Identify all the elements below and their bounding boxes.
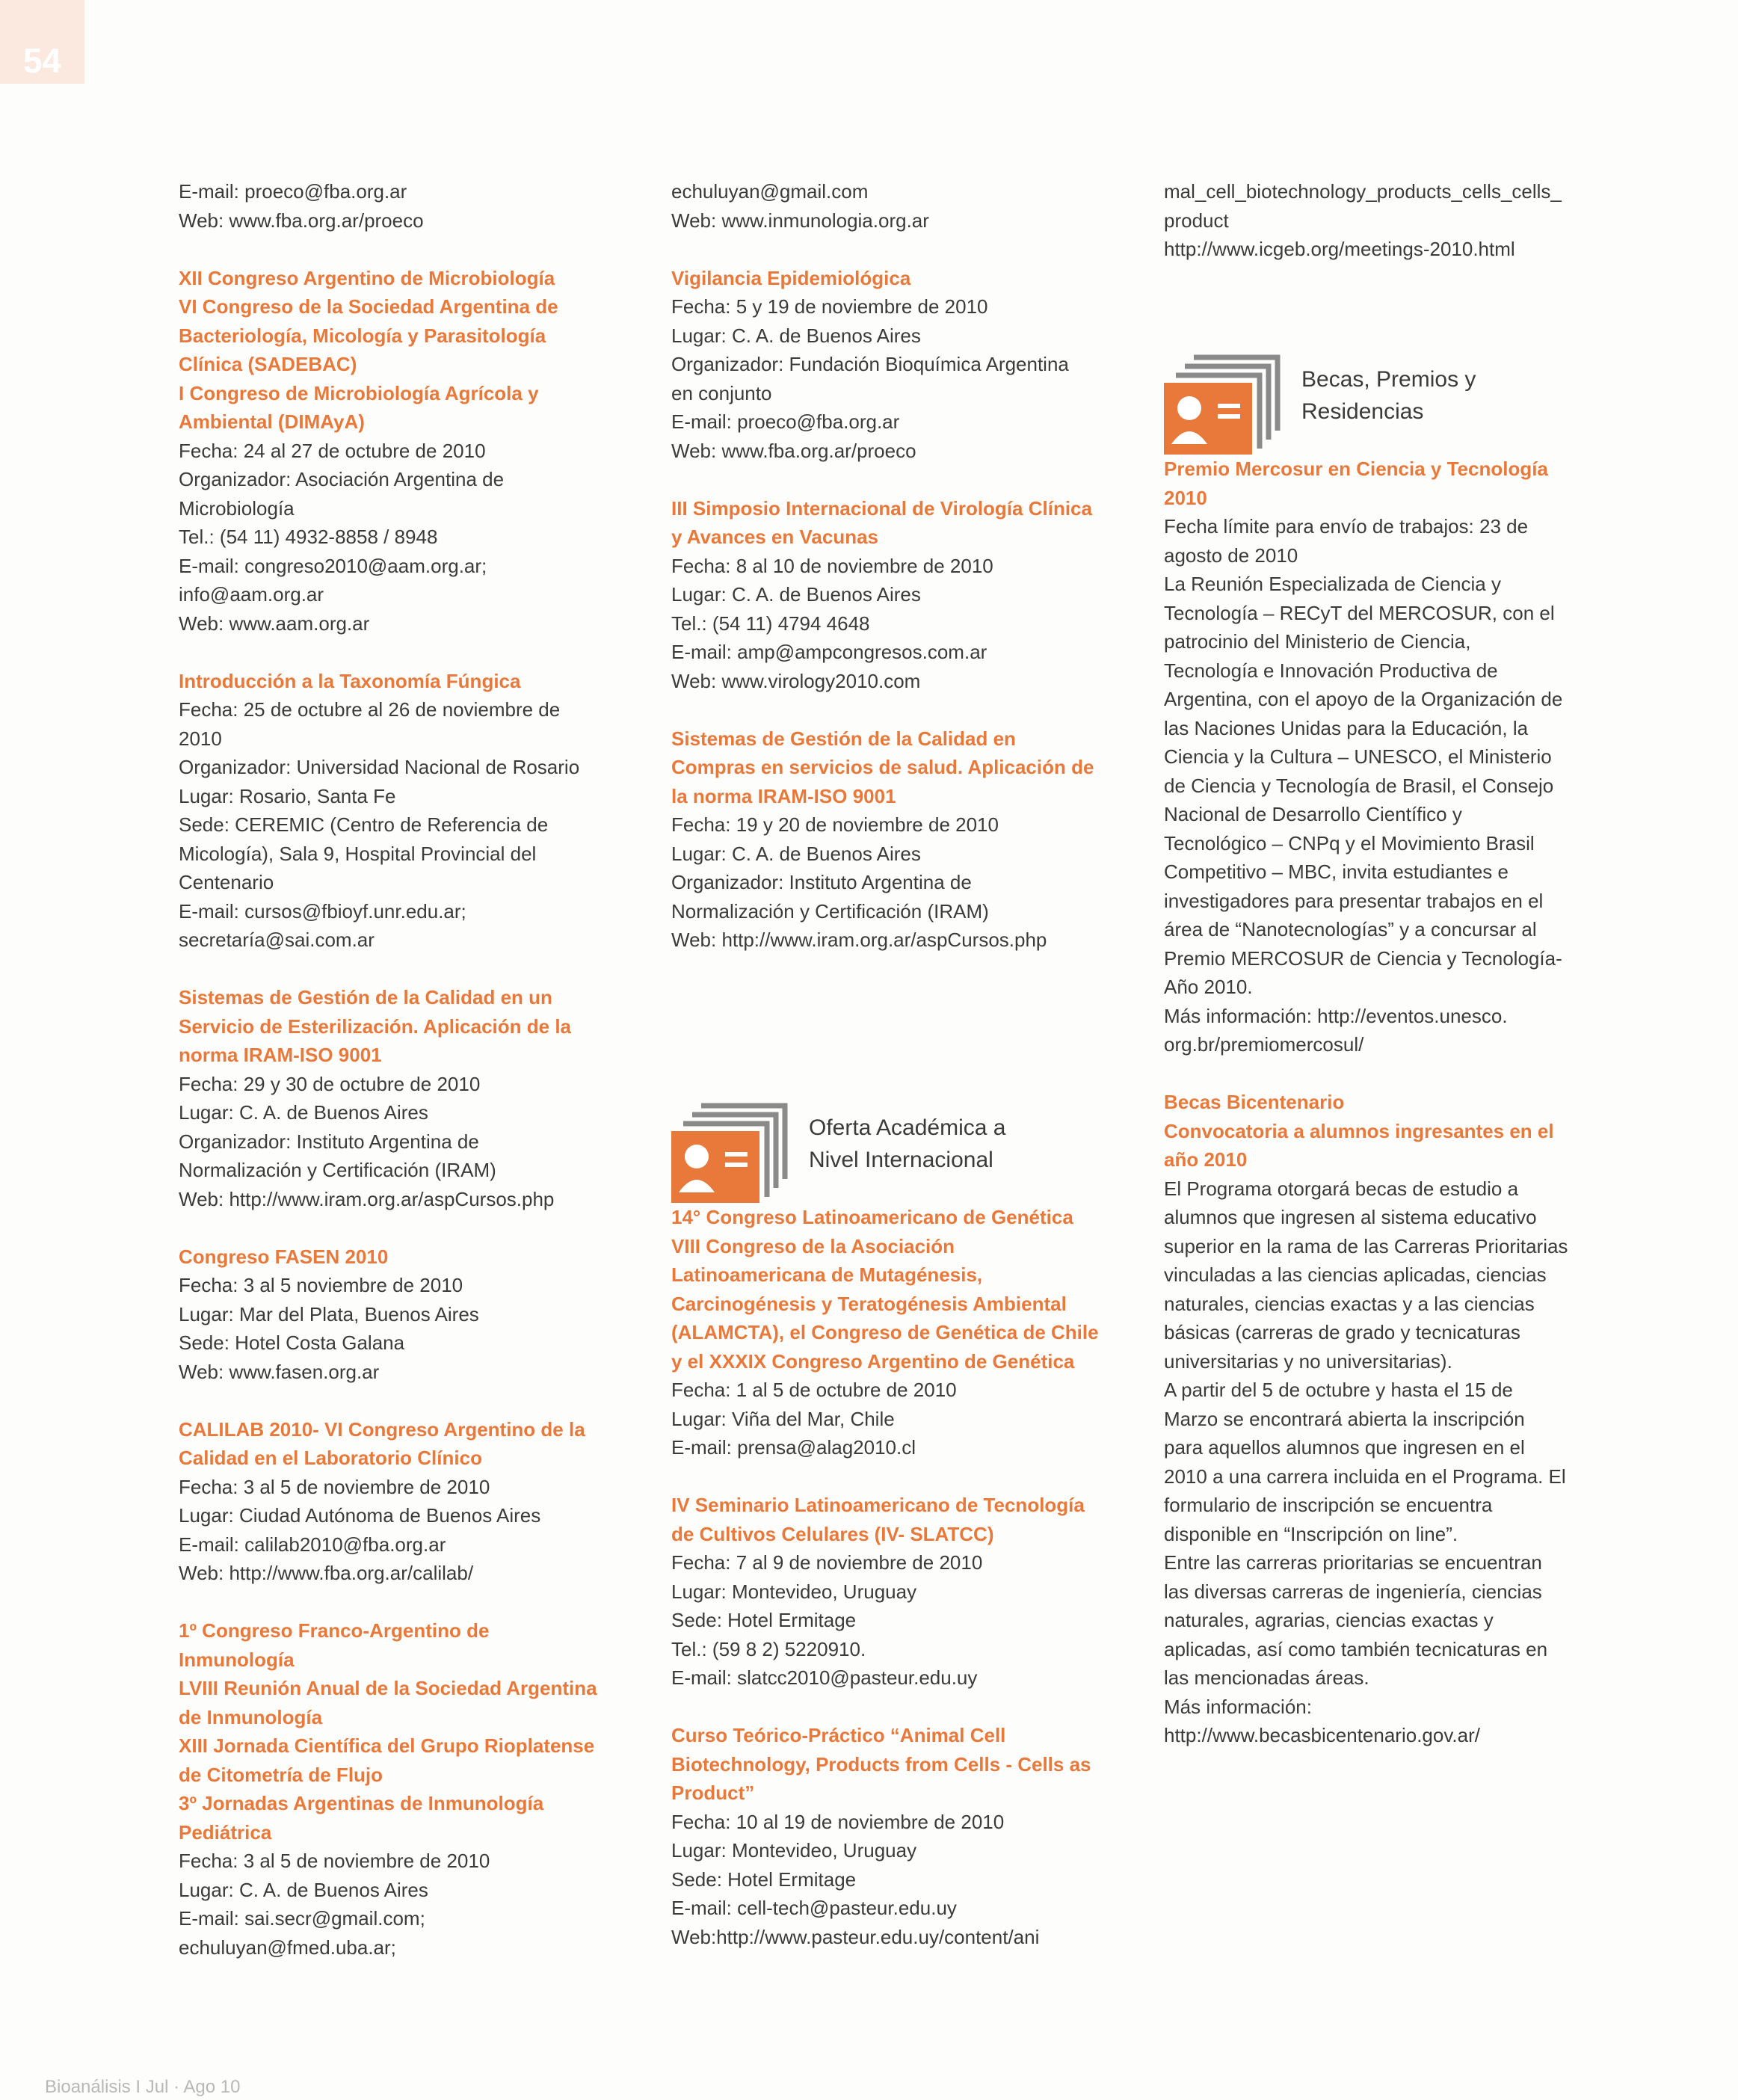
entry-text-line: org.br/premiomercosul/ — [1164, 1033, 1364, 1056]
entry-text-line: Competitivo – MBC, invita estudiantes e — [1164, 860, 1509, 883]
entry-text-line: Más información: http://eventos.unesco. — [1164, 1004, 1508, 1027]
entry-title-line: norma IRAM-ISO 9001 — [179, 1044, 382, 1066]
entry-title-line: I Congreso de Microbiología Agrícola y — [179, 381, 539, 404]
entry-text-line: para aquellos alumnos que ingresen en el — [1164, 1436, 1525, 1459]
entry-text-line: Normalización y Certificación (IRAM) — [671, 899, 989, 923]
intro-block — [671, 177, 1120, 235]
entry-text-line: Lugar: Viña del Mar, Chile — [671, 1407, 895, 1430]
entry-text-line: Centenario — [179, 871, 274, 893]
entry-text-line: Microbiología — [179, 496, 295, 520]
entry-text-line: Web: http://www.fba.org.ar/calilab/ — [179, 1562, 474, 1584]
entry-text-line: Fecha: 3 al 5 noviembre de 2010 — [179, 1274, 463, 1296]
entry-text-line: Más información: — [1164, 1695, 1312, 1718]
entry-text-line: Tel.: (59 8 2) 5220910. — [671, 1637, 866, 1660]
entry-text-line: las diversas carreras de ingeniería, ciencias — [1164, 1580, 1542, 1603]
entry-text-line: Web: http://www.iram.org.ar/aspCursos.php — [179, 1187, 555, 1210]
entry-title-line: 3º Jornadas Argentinas de Inmunología — [179, 1792, 544, 1814]
entry-text-line: naturales, agrarias, ciencias exactas y — [1164, 1609, 1494, 1631]
entry-text-line: Web: www.aam.org.ar — [179, 612, 370, 635]
entry-title-line: Curso Teórico-Práctico “Animal Cell — [671, 1724, 1006, 1746]
entry-text-line: El Programa otorgará becas de estudio a — [1164, 1177, 1519, 1200]
entry-title-line: Sistemas de Gestión de la Calidad en un — [179, 986, 552, 1009]
entries — [671, 264, 1120, 955]
entry-title-line: XII Congreso Argentino de Microbiología — [179, 266, 555, 289]
entry-text-line: Web: www.virology2010.com — [671, 669, 921, 692]
entry-text-line: formulario de inscripción se encuentra — [1164, 1494, 1493, 1516]
entry-text-line: disponible en “Inscripción on line”. — [1164, 1522, 1458, 1545]
entry-text-line: Web: www.fba.org.ar/proeco — [179, 209, 424, 232]
entry-text-line: E-mail: sai.secr@gmail.com; — [179, 1907, 425, 1930]
entry-text-line: Tecnológico – CNPq y el Movimiento Brasil — [1164, 831, 1535, 855]
entry-text-line: Ciencia y la Cultura – UNESCO, el Ministerio — [1164, 745, 1552, 768]
entry-title-line: Latinoamericana de Mutagénesis, — [671, 1263, 983, 1286]
entry-text-line: Lugar: Montevideo, Uruguay — [671, 1580, 917, 1603]
presenter-board-icon — [671, 1098, 791, 1203]
intro-block — [1164, 177, 1612, 264]
entry-text-line: Argentina, con el apoyo de la Organización de — [1164, 688, 1563, 710]
section-title-line: Oferta Académica a — [809, 1115, 1006, 1140]
event-entry — [179, 1243, 627, 1387]
entry-text-line: Sede: Hotel Ermitage — [671, 1867, 857, 1891]
entry-text-line: Tel.: (54 11) 4932-8858 / 8948 — [179, 526, 438, 548]
column-3 — [1164, 177, 1612, 1779]
entry-title-line: la norma IRAM-ISO 9001 — [671, 784, 896, 807]
entry-title-line: Sistemas de Gestión de la Calidad en — [671, 727, 1016, 750]
event-entry — [671, 494, 1120, 696]
entry-title-line: Clínica (SADEBAC) — [179, 353, 357, 375]
entry-text-line: Lugar: C. A. de Buenos Aires — [671, 583, 921, 606]
entry-text-line: agosto de 2010 — [1164, 544, 1298, 567]
entry-text-line: mal_cell_biotechnology_products_cells_cells_ — [1164, 180, 1562, 203]
event-entry — [179, 1616, 627, 1962]
entry-text-line: E-mail: slatcc2010@pasteur.edu.uy — [671, 1666, 978, 1689]
event-entry — [671, 1721, 1120, 1951]
entry-text-line: Tecnología – RECyT del MERCOSUR, con el — [1164, 601, 1555, 624]
entry-text-line: Web: www.inmunologia.org.ar — [671, 209, 929, 232]
entry-text-line: Sede: CEREMIC (Centro de Referencia de — [179, 813, 549, 836]
footer: Bioanálisis I Jul · Ago 10 — [45, 2077, 241, 2097]
entry-text-line: echuluyan@gmail.com — [671, 180, 869, 203]
entry-text-line: 2010 — [179, 727, 222, 750]
entry-title-line: IV Seminario Latinoamericano de Tecnología — [671, 1494, 1085, 1516]
section-title-line: Becas, Premios y — [1301, 367, 1476, 392]
entry-text-line: Lugar: C. A. de Buenos Aires — [179, 1101, 428, 1124]
entry-text-line: La Reunión Especializada de Ciencia y — [1164, 573, 1501, 595]
entry-title-line: CALILAB 2010- VI Congreso Argentino de la — [179, 1417, 585, 1441]
entry-title-line: Compras en servicios de salud. Aplicación de — [671, 756, 1094, 778]
entry-text-line: Fecha: 24 al 27 de octubre de 2010 — [179, 439, 486, 462]
entry-text-line: secretaría@sai.com.ar — [179, 929, 375, 951]
presenter-board-icon — [1164, 350, 1284, 455]
entry-title-line: Biotechnology, Products from Cells - Cells as — [671, 1752, 1091, 1776]
section-title — [1301, 363, 1476, 428]
entry-text-line: Organizador: Universidad Nacional de Rosario — [179, 756, 580, 778]
event-entry — [179, 1415, 627, 1588]
entries — [179, 264, 627, 1962]
entry-title-line: año 2010 — [1164, 1148, 1248, 1171]
entry-text-line: Lugar: Ciudad Autónoma de Buenos Aires — [179, 1504, 541, 1527]
entry-text-line: las Naciones Unidas para la Educación, la — [1164, 716, 1529, 739]
event-entry — [671, 1491, 1120, 1693]
event-entry — [671, 264, 1120, 466]
entry-text-line: Fecha: 19 y 20 de noviembre de 2010 — [671, 813, 999, 836]
entry-text-line: 2010 a una carrera incluida en el Programa. El — [1164, 1465, 1566, 1488]
entry-title-line: XIII Jornada Científica del Grupo Rioplatense — [179, 1734, 595, 1757]
entry-text-line: Nacional de Desarrollo Científico y — [1164, 803, 1462, 825]
entry-text-line: Fecha: 5 y 19 de noviembre de 2010 — [671, 295, 988, 318]
entry-text-line: Tecnología e Innovación Productiva de — [1164, 659, 1498, 682]
entry-text-line: alumnos que ingresen al sistema educativo — [1164, 1206, 1537, 1228]
entry-text-line: info@aam.org.ar — [179, 583, 324, 606]
event-entry — [1164, 1088, 1612, 1750]
entry-text-line: Sede: Hotel Costa Galana — [179, 1331, 405, 1354]
entry-title-line: Inmunología — [179, 1648, 295, 1671]
entry-title-line: III Simposio Internacional de Virología Clínica — [671, 496, 1092, 520]
entry-text-line: E-mail: congreso2010@aam.org.ar; — [179, 554, 487, 577]
event-entry — [1164, 455, 1612, 1059]
entry-text-line: E-mail: cell-tech@pasteur.edu.uy — [671, 1897, 957, 1919]
section-title-line: Residencias — [1301, 399, 1424, 424]
entry-text-line: Organizador: Fundación Bioquímica Argentina — [671, 353, 1069, 375]
page-number: 54 — [0, 0, 84, 84]
entry-text-line: Fecha: 1 al 5 de octubre de 2010 — [671, 1379, 957, 1401]
entry-title-line: LVIII Reunión Anual de la Sociedad Argentina — [179, 1677, 597, 1699]
entry-title-line: Convocatoria a alumnos ingresantes en el — [1164, 1119, 1554, 1142]
entry-title-line: Congreso FASEN 2010 — [179, 1245, 389, 1268]
section-header-oferta — [671, 1098, 1120, 1203]
entry-text-line: Lugar: Montevideo, Uruguay — [671, 1839, 917, 1862]
column-2 — [671, 177, 1120, 1980]
entry-text-line: Lugar: C. A. de Buenos Aires — [671, 842, 921, 865]
entry-title-line: VI Congreso de la Sociedad Argentina de — [179, 295, 558, 318]
entry-text-line: Fecha: 29 y 30 de octubre de 2010 — [179, 1072, 481, 1095]
intro-block — [179, 177, 627, 235]
entry-text-line: en conjunto — [671, 381, 772, 404]
event-entry — [179, 264, 627, 638]
entry-text-line: E-mail: prensa@alag2010.cl — [671, 1436, 916, 1459]
entry-text-line: E-mail: proeco@fba.org.ar — [671, 410, 900, 433]
entry-text-line: Sede: Hotel Ermitage — [671, 1609, 857, 1631]
section-title — [809, 1112, 1005, 1176]
entry-text-line: Lugar: Rosario, Santa Fe — [179, 784, 396, 807]
entry-text-line: Fecha: 7 al 9 de noviembre de 2010 — [671, 1551, 983, 1574]
entry-text-line: universitarias y no universitarias). — [1164, 1349, 1452, 1373]
entry-text-line: Año 2010. — [1164, 976, 1253, 998]
entry-text-line: vinculadas a las ciencias aplicadas, ciencias — [1164, 1263, 1547, 1286]
entry-title-line: Bacteriología, Micología y Parasitología — [179, 324, 546, 347]
entry-text-line: Lugar: Mar del Plata, Buenos Aires — [179, 1302, 479, 1325]
section-title-line: Nivel Internacional — [809, 1148, 993, 1172]
entry-text-line: básicas (carreras de grado y tecnicaturas — [1164, 1321, 1520, 1343]
entry-text-line: Normalización y Certificación (IRAM) — [179, 1159, 496, 1181]
entry-title-line: Becas Bicentenario — [1164, 1091, 1345, 1113]
column-1 — [179, 177, 627, 1991]
entry-text-line: investigadores para presentar trabajos en el — [1164, 889, 1544, 912]
entry-title-line: de Inmunología — [179, 1705, 323, 1728]
event-entry — [179, 983, 627, 1213]
entry-text-line: Organizador: Instituto Argentina de — [671, 871, 972, 893]
entry-title-line: VIII Congreso de la Asociación — [671, 1234, 955, 1257]
event-entry — [671, 724, 1120, 955]
section-entries — [671, 1203, 1120, 1951]
entry-text-line: Premio MERCOSUR de Ciencia y Tecnología- — [1164, 946, 1562, 970]
entry-text-line: E-mail: calilab2010@fba.org.ar — [179, 1533, 446, 1556]
entry-text-line: Marzo se encontrará abierta la inscripción — [1164, 1407, 1525, 1430]
entry-title-line: 2010 — [1164, 486, 1207, 509]
entry-text-line: Fecha: 3 al 5 de noviembre de 2010 — [179, 1850, 490, 1872]
section-header-becas — [1164, 350, 1612, 455]
entry-text-line: Lugar: C. A. de Buenos Aires — [179, 1878, 428, 1901]
entry-text-line: Web: www.fba.org.ar/proeco — [671, 439, 916, 462]
entry-title-line: Pediátrica — [179, 1820, 272, 1844]
event-entry — [671, 1203, 1120, 1462]
entry-text-line: Fecha: 3 al 5 de noviembre de 2010 — [179, 1475, 490, 1498]
entry-text-line: http://www.icgeb.org/meetings-2010.html — [1164, 238, 1515, 260]
entry-title-line: Servicio de Esterilización. Aplicación de la — [179, 1014, 572, 1038]
entry-title-line: de Cultivos Celulares (IV- SLATCC) — [671, 1522, 994, 1545]
entry-text-line: A partir del 5 de octubre y hasta el 15 de — [1164, 1379, 1513, 1401]
entry-title-line: y Avances en Vacunas — [671, 526, 879, 548]
entry-text-line: Fecha: 10 al 19 de noviembre de 2010 — [671, 1810, 1005, 1833]
entry-text-line: aplicadas, así como también tecnicaturas en — [1164, 1637, 1548, 1660]
entry-title-line: 14° Congreso Latinoamericano de Genética — [671, 1206, 1073, 1228]
event-entry — [179, 667, 627, 955]
entry-text-line: http://www.becasbicentenario.gov.ar/ — [1164, 1724, 1480, 1746]
entry-text-line: echuluyan@fmed.uba.ar; — [179, 1936, 396, 1959]
entry-text-line: Web:http://www.pasteur.edu.uy/content/ani — [671, 1925, 1040, 1948]
entry-text-line: Web: www.fasen.org.ar — [179, 1360, 380, 1383]
entry-title-line: Carcinogénesis y Teratogénesis Ambiental — [671, 1292, 1067, 1315]
entry-text-line: superior en la rama de las Carreras Prioritarias — [1164, 1234, 1568, 1257]
entry-text-line: E-mail: proeco@fba.org.ar — [179, 180, 407, 203]
entry-text-line: Entre las carreras prioritarias se encuentran — [1164, 1551, 1542, 1574]
entry-title-line: Introducción a la Taxonomía Fúngica — [179, 669, 521, 692]
entry-text-line: Organizador: Instituto Argentina de — [179, 1130, 479, 1153]
entry-text-line: Organizador: Asociación Argentina de — [179, 468, 505, 490]
entry-text-line: Fecha: 25 de octubre al 26 de noviembre de — [179, 698, 561, 721]
entry-text-line: Tel.: (54 11) 4794 4648 — [671, 612, 870, 635]
entry-text-line: patrocinio del Ministerio de Ciencia, — [1164, 630, 1471, 653]
entry-title-line: y el XXXIX Congreso Argentino de Genética — [671, 1349, 1075, 1373]
entry-text-line: Lugar: C. A. de Buenos Aires — [671, 324, 921, 347]
entry-text-line: Web: http://www.iram.org.ar/aspCursos.php — [671, 929, 1047, 951]
entry-text-line: E-mail: amp@ampcongresos.com.ar — [671, 641, 987, 663]
entry-title-line: Ambiental (DIMAyA) — [179, 410, 365, 433]
entry-text-line: naturales, ciencias exactas y a las ciencias — [1164, 1292, 1535, 1315]
entry-title-line: 1º Congreso Franco-Argentino de — [179, 1619, 490, 1642]
entry-text-line: de Ciencia y Tecnología de Brasil, el Consejo — [1164, 774, 1554, 797]
entry-title-line: Product” — [671, 1782, 755, 1804]
entry-title-line: (ALAMCTA), el Congreso de Genética de Chile — [671, 1321, 1099, 1343]
entry-text-line: área de “Nanotecnologías” y a concursar al — [1164, 918, 1537, 940]
entry-text-line: las mencionadas áreas. — [1164, 1666, 1369, 1689]
entry-text-line: Fecha límite para envío de trabajos: 23 de — [1164, 515, 1529, 538]
entry-title-line: Calidad en el Laboratorio Clínico — [179, 1447, 482, 1469]
entry-text-line: E-mail: cursos@fbioyf.unr.edu.ar; — [179, 899, 466, 923]
entry-title-line: Premio Mercosur en Ciencia y Tecnología — [1164, 458, 1548, 480]
entry-title-line: de Citometría de Flujo — [179, 1763, 383, 1786]
entry-text-line: Micología), Sala 9, Hospital Provincial del — [179, 842, 537, 865]
entry-text-line: product — [1164, 209, 1229, 232]
entry-text-line: Fecha: 8 al 10 de noviembre de 2010 — [671, 554, 993, 577]
section-entries — [1164, 455, 1612, 1750]
entry-title-line: Vigilancia Epidemiológica — [671, 266, 911, 289]
